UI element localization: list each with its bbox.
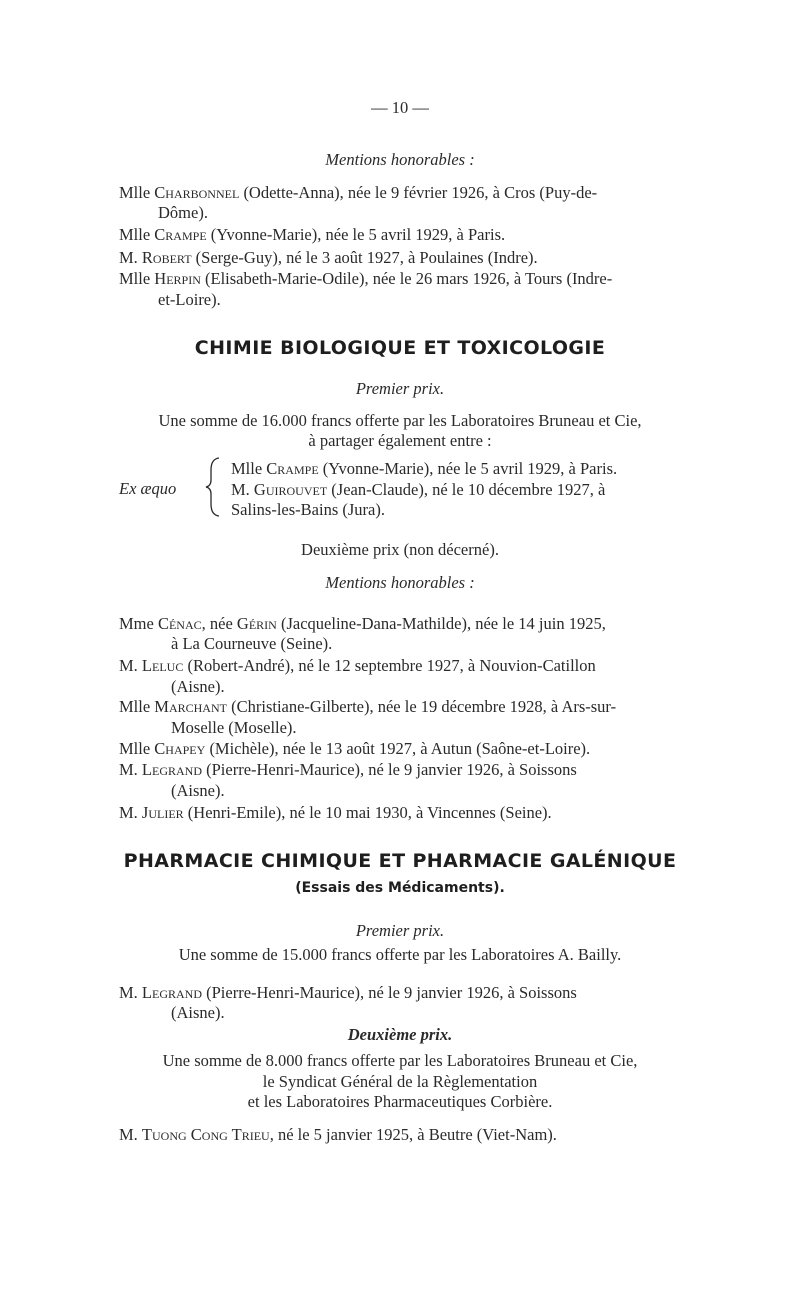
entry-rest: (Odette-Anna), née le 9 février 1926, à Cros (Puy-de- bbox=[243, 183, 598, 202]
entry-rest: (Jacqueline-Dana-Mathilde), née le 14 juin 1925, bbox=[280, 614, 606, 633]
entry-name: Gérin bbox=[236, 614, 277, 633]
entry-prefix: Mlle bbox=[119, 739, 151, 758]
prize-description: Une somme de 15.000 francs offerte par les Laboratoires A. Bailly. bbox=[178, 945, 622, 964]
entry-continuation: et-Loire). bbox=[158, 290, 221, 309]
entry-rest: (Yvonne-Marie), née le 5 avril 1929, à Paris. bbox=[322, 459, 618, 478]
entry-line bbox=[119, 983, 577, 1003]
entry-line bbox=[119, 739, 590, 759]
section-subheading: (Essais des Médicaments). bbox=[295, 880, 505, 896]
entry-rest: (Serge-Guy), né le 3 août 1927, à Poulaines (Indre). bbox=[195, 248, 538, 267]
entry-rest: (Christiane-Gilberte), née le 19 décembre 1928, à Ars-sur- bbox=[231, 697, 617, 716]
entry-name: Julier bbox=[141, 803, 184, 822]
mentions-title-1: Mentions honorables : bbox=[325, 150, 475, 169]
prize-description: Une somme de 8.000 francs offerte par les Laboratoires Bruneau et Cie, bbox=[162, 1051, 638, 1070]
entry-name: Cénac bbox=[157, 614, 202, 633]
entry-prefix: M. bbox=[119, 1125, 138, 1144]
entry-name: Crampe bbox=[154, 225, 207, 244]
entry-prefix: M. bbox=[119, 656, 138, 675]
first-prize-title: Premier prix. bbox=[355, 379, 445, 398]
entry-name: Marchant bbox=[154, 697, 227, 716]
entry-line bbox=[119, 225, 505, 245]
entry-line bbox=[119, 269, 612, 289]
brace-icon bbox=[205, 456, 223, 518]
entry-name: Leluc bbox=[141, 656, 184, 675]
entry-prefix: Mme bbox=[119, 614, 154, 633]
entry-prefix: Mlle bbox=[119, 697, 151, 716]
entry-continuation: Dôme). bbox=[158, 203, 208, 222]
entry-line bbox=[119, 760, 577, 780]
entry-prefix: Mlle bbox=[119, 225, 151, 244]
entry-line bbox=[119, 1125, 557, 1145]
prize-description: le Syndicat Général de la Règlementation bbox=[262, 1072, 538, 1091]
entry-line bbox=[119, 614, 606, 634]
entry-continuation: (Aisne). bbox=[171, 1003, 225, 1022]
entry-line bbox=[231, 459, 617, 479]
entry-rest: (Michèle), née le 13 août 1927, à Autun (Saône-et-Loire). bbox=[209, 739, 591, 758]
entry-line bbox=[119, 183, 597, 203]
second-prize-title: Deuxième prix. bbox=[347, 1025, 453, 1044]
entry-prefix: M. bbox=[119, 760, 138, 779]
entry-prefix: Mlle bbox=[119, 183, 151, 202]
entry-prefix: M. bbox=[119, 248, 138, 267]
prize-description: Une somme de 16.000 francs offerte par les Laboratoires Bruneau et Cie, bbox=[158, 411, 642, 430]
entry-rest: (Jean-Claude), né le 10 décembre 1927, à bbox=[331, 480, 606, 499]
entry-line bbox=[119, 803, 552, 823]
entry-line bbox=[119, 656, 596, 676]
entry-continuation: (Aisne). bbox=[171, 677, 225, 696]
entry-prefix: M. bbox=[119, 983, 138, 1002]
mentions-title-2: Mentions honorables : bbox=[325, 573, 475, 592]
entry-mid: , née bbox=[201, 614, 233, 633]
entry-continuation: Salins-les-Bains (Jura). bbox=[231, 500, 385, 519]
entry-prefix: M. bbox=[231, 480, 250, 499]
entry-rest: (Henri-Emile), né le 10 mai 1930, à Vincennes (Seine). bbox=[187, 803, 552, 822]
entry-continuation: (Aisne). bbox=[171, 781, 225, 800]
entry-continuation: à La Courneuve (Seine). bbox=[171, 634, 333, 653]
entry-name: Legrand bbox=[141, 983, 202, 1002]
entry-prefix: Mlle bbox=[119, 269, 151, 288]
entry-name: Guirouvet bbox=[253, 480, 328, 499]
entry-name: Legrand bbox=[141, 760, 202, 779]
entry-prefix: Mlle bbox=[231, 459, 263, 478]
entry-line bbox=[231, 480, 605, 500]
entry-rest: (Elisabeth-Marie-Odile), née le 26 mars 1926, à Tours (Indre- bbox=[205, 269, 613, 288]
entry-prefix: M. bbox=[119, 803, 138, 822]
entry-rest: (Robert-André), né le 12 septembre 1927, à Nouvion-Catillon bbox=[187, 656, 596, 675]
section-heading-chimie: CHIMIE BIOLOGIQUE ET TOXICOLOGIE bbox=[194, 337, 606, 359]
first-prize-title: Premier prix. bbox=[355, 921, 445, 940]
section-heading-pharmacie: PHARMACIE CHIMIQUE ET PHARMACIE GALÉNIQUE bbox=[123, 850, 677, 872]
entry-name: Chapey bbox=[154, 739, 206, 758]
entry-name: Charbonnel bbox=[154, 183, 240, 202]
entry-line bbox=[119, 697, 616, 717]
ex-aequo-label: Ex æquo bbox=[119, 479, 177, 498]
entry-rest: (Pierre-Henri-Maurice), né le 9 janvier 1926, à Soissons bbox=[206, 760, 577, 779]
entry-line bbox=[119, 248, 538, 268]
entry-rest: , né le 5 janvier 1925, à Beutre (Viet-Nam). bbox=[269, 1125, 557, 1144]
prize-description: à partager également entre : bbox=[308, 431, 492, 450]
entry-name: Crampe bbox=[266, 459, 319, 478]
entry-name: Herpin bbox=[154, 269, 201, 288]
entry-rest: (Pierre-Henri-Maurice), né le 9 janvier 1926, à Soissons bbox=[206, 983, 577, 1002]
page-number: — 10 — bbox=[371, 98, 429, 117]
entry-name: Robert bbox=[141, 248, 192, 267]
entry-name: Tuong Cong Trieu bbox=[141, 1125, 270, 1144]
second-prize: Deuxième prix (non décerné). bbox=[301, 540, 499, 559]
prize-description: et les Laboratoires Pharmaceutiques Corbière. bbox=[247, 1092, 553, 1111]
entry-rest: (Yvonne-Marie), née le 5 avril 1929, à Paris. bbox=[210, 225, 506, 244]
entry-continuation: Moselle (Moselle). bbox=[171, 718, 297, 737]
